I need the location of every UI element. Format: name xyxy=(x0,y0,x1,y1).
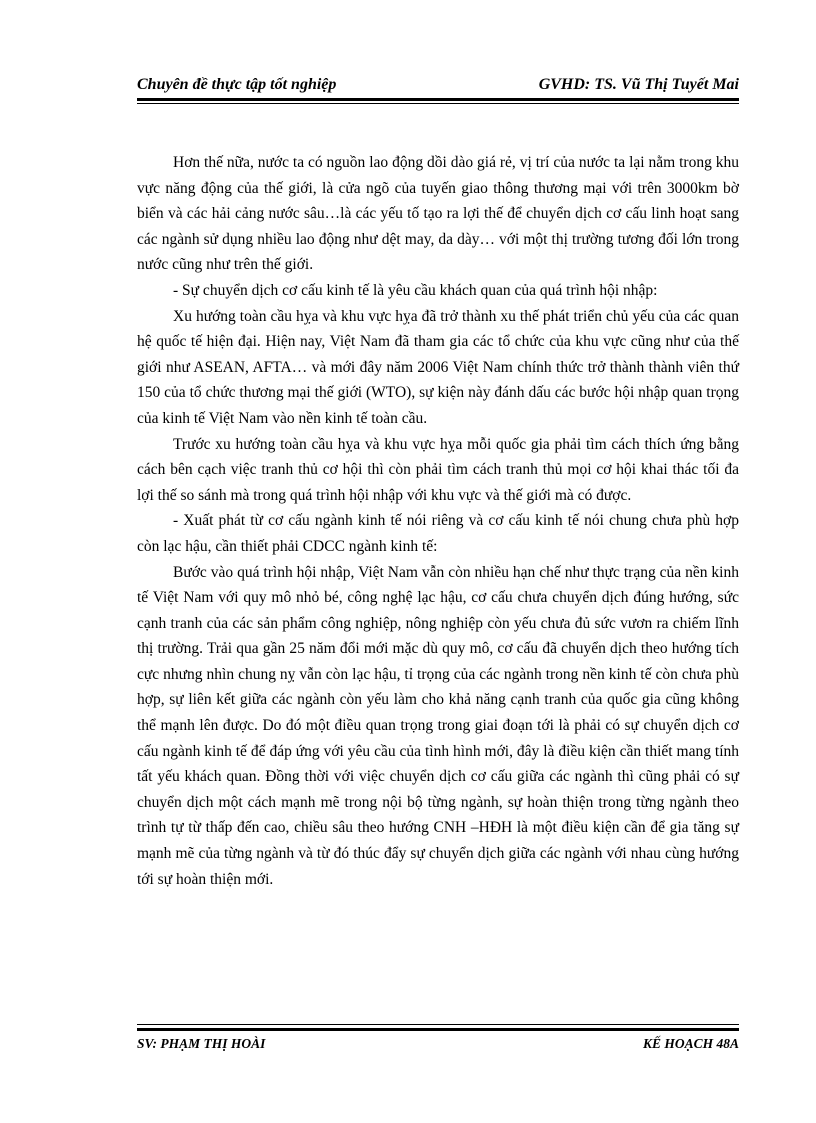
footer-rule-thick xyxy=(137,1028,739,1031)
page-header xyxy=(137,74,739,96)
header-rule-thin xyxy=(137,103,739,104)
footer-student-name: SV: PHẠM THỊ HOÀI xyxy=(137,1036,266,1051)
paragraph: Hơn thế nữa, nước ta có nguồn lao động dồi dào giá rẻ, vị trí của nước ta lại nằm trong khu vực năng động của thế giới, là cửa ngõ của tuyến giao thông thương mại với trên 3000km bờ biển và các hải cảng nước sâu…là các yếu tố tạo ra lợi thế để chuyển dịch cơ cấu linh hoạt sang các ngành sử dụng nhiều lao động như dệt may, da dày… với một thị trường tương đối lớn trong nước cũng như trên thế giới. xyxy=(137,154,739,274)
page-footer xyxy=(137,1034,739,1054)
paragraph: - Xuất phát từ cơ cấu ngành kinh tế nói riêng và cơ cấu kinh tế nói chung chưa phù hợp còn lạc hậu, cần thiết phải CDCC ngành kinh tế: xyxy=(137,512,739,555)
paragraph: Trước xu hướng toàn cầu hỵa và khu vực hỵa mỗi quốc gia phải tìm cách thích ứng bằng cách bên cạch việc tranh thủ cơ hội thì còn phải tìm cách tranh thủ mọi cơ hội khai thác tối đa lợi thế so sánh mà trong quá trình hội nhập với khu vực và thế giới mà có được. xyxy=(137,435,739,504)
paragraph: Xu hướng toàn cầu hỵa và khu vực hỵa đã trở thành xu thế phát triển chủ yếu của các quan hệ quốc tế hiện đại. Hiện nay, Việt Nam đã tham gia các tổ chức của khu vực cũng như của thế giới như ASEAN, AFTA… và mới đây năm 2006 Việt Nam chính thức trở thành thành viên thứ 150 của tổ chức thương mại thế giới (WTO), sự kiện này đánh dấu các bước hội nhập quan trọng của kinh tế Việt Nam vào nền kinh tế toàn cầu. xyxy=(137,307,739,427)
page-body xyxy=(137,150,739,892)
footer-class: KẾ HOẠCH 48A xyxy=(642,1036,739,1051)
footer-rule-thin xyxy=(137,1024,739,1025)
paragraph: Bước vào quá trình hội nhập, Việt Nam vẫn còn nhiều hạn chế như thực trạng của nền kinh tế Việt Nam với quy mô nhỏ bé, công nghệ lạc hậu, cơ cấu chưa chuyển dịch đúng hướng, sức cạnh tranh của các sản phẩm công nghiệp, nông nghiệp còn yếu chưa đủ sức vươn ra chiếm lĩnh thị trường. Trải qua gần 25 năm đổi mới mặc dù quy mô, cơ cấu đã chuyển dịch theo hướng tích cực nhưng nhìn chung nỵ vẫn còn lạc hậu, tỉ trọng của các ngành trong nền kinh tế còn chưa phù hợp, sự liên kết giữa các ngành còn yếu làm cho khả năng cạnh tranh của quốc gia cũng không thể mạnh lên được. Do đó một điều quan trọng trong giai đoạn tới là phải có sự chuyển dịch cơ cấu ngành kinh tế để đáp ứng với yêu cầu của tình hình mới, đây là điều kiện cần thiết mang tính tất yếu khách quan. Đồng thời với việc chuyển dịch cơ cấu giữa các ngành thì cũng phải có sự chuyển dịch một cách mạnh mẽ trong nội bộ từng ngành, sự hoàn thiện trong từng ngành theo trình tự từ thấp đến cao, chiều sâu theo hướng CNH –HĐH là một điều kiện cần để gia tăng sự mạnh mẽ của từng ngành và từ đó thúc đẩy sự chuyển dịch giữa các ngành với nhau cùng hướng tới sự hoàn thiện mới. xyxy=(137,563,739,888)
header-supervisor: GVHD: TS. Vũ Thị Tuyết Mai xyxy=(538,76,739,93)
header-rule-thick xyxy=(137,98,739,101)
header-document-title: Chuyên đề thực tập tốt nghiệp xyxy=(137,76,337,93)
paragraph: - Sự chuyển dịch cơ cấu kinh tế là yêu cầu khách quan của quá trình hội nhập: xyxy=(173,281,658,299)
